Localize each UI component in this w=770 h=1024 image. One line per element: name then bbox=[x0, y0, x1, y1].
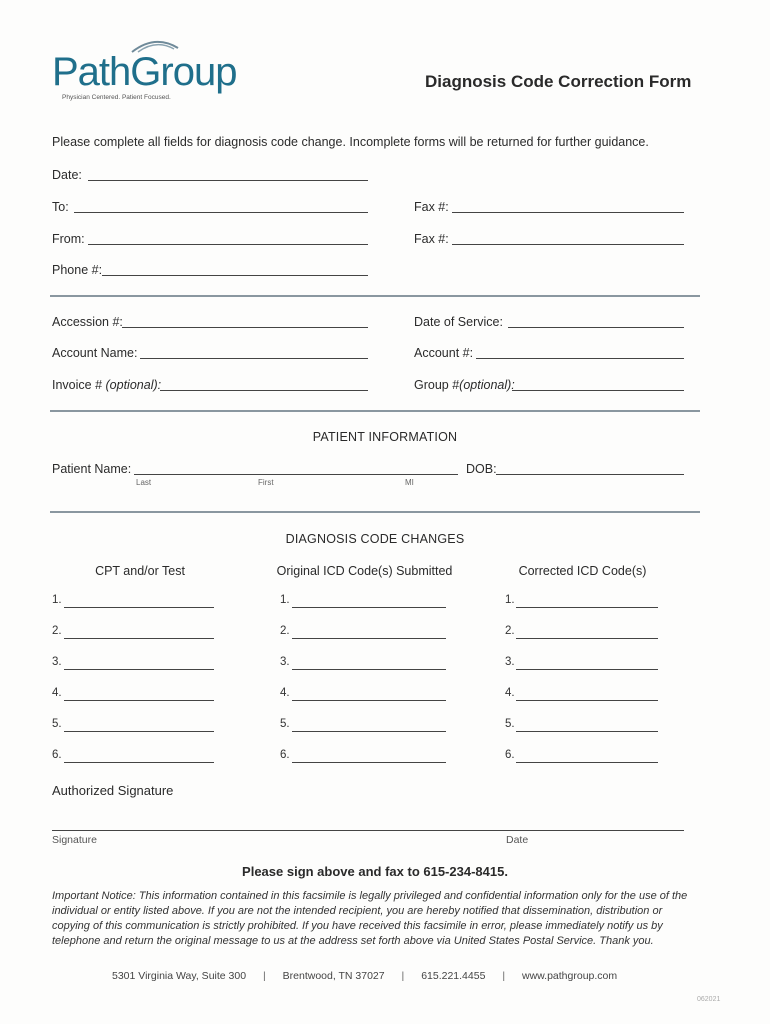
important-notice: Important Notice: This information contained in this facsimile is legally privileged and confidential information only for the use of the individual or entity listed above. If you are not the intended recipient, you are hereby notified that dissemination, distribution or copying of this communication is strictly prohibited. If you have received this facsimile in error, please immediately notify us by telephone and return the original message to us at the address set forth above via United States Postal Service. Thank you. bbox=[52, 890, 688, 947]
phone-label: Phone #: bbox=[52, 263, 103, 277]
original-row-number: 4. bbox=[280, 687, 290, 699]
cpt-row-number: 3. bbox=[52, 656, 62, 668]
diagnosis-section-title: DIAGNOSIS CODE CHANGES bbox=[285, 532, 465, 546]
fax-field-2[interactable] bbox=[452, 244, 684, 245]
invoice-label bbox=[52, 378, 161, 392]
date-field[interactable] bbox=[88, 180, 368, 181]
footer-separator-3: | bbox=[502, 970, 506, 982]
corrected-code-field[interactable] bbox=[516, 607, 658, 608]
date-of-service-field[interactable] bbox=[508, 327, 684, 328]
cpt-code-field[interactable] bbox=[64, 669, 214, 670]
group-optional: (optional): bbox=[459, 378, 515, 392]
original-row-number: 5. bbox=[280, 718, 290, 730]
to-label: To: bbox=[52, 200, 69, 214]
from-label: From: bbox=[52, 232, 85, 246]
footer-city: Brentwood, TN 37027 bbox=[282, 970, 385, 982]
divider-1 bbox=[50, 295, 700, 297]
corrected-row-number: 4. bbox=[505, 687, 515, 699]
instructions: Please complete all fields for diagnosis code change. Incomplete forms will be returned for further guidance. bbox=[52, 135, 649, 149]
mi-sublabel: MI bbox=[405, 478, 414, 487]
cpt-row-number: 2. bbox=[52, 625, 62, 637]
corrected-code-field[interactable] bbox=[516, 731, 658, 732]
corrected-row-number: 6. bbox=[505, 749, 515, 761]
footer-separator-2: | bbox=[401, 970, 405, 982]
account-number-label: Account #: bbox=[414, 346, 474, 360]
account-name-field[interactable] bbox=[140, 358, 368, 359]
to-field[interactable] bbox=[74, 212, 368, 213]
group-label bbox=[414, 378, 515, 392]
original-code-field[interactable] bbox=[292, 669, 446, 670]
fax-field-1[interactable] bbox=[452, 212, 684, 213]
col-header-original: Original ICD Code(s) Submitted bbox=[276, 564, 453, 578]
dob-label: DOB: bbox=[466, 462, 497, 476]
signature-label: Signature bbox=[52, 834, 97, 846]
logo-tagline: Physician Centered. Patient Focused. bbox=[62, 94, 171, 101]
date-sig-label: Date bbox=[506, 834, 529, 846]
original-row-number: 3. bbox=[280, 656, 290, 668]
accession-field[interactable] bbox=[122, 327, 368, 328]
footer-separator-1: | bbox=[262, 970, 266, 982]
corrected-code-field[interactable] bbox=[516, 762, 658, 763]
first-sublabel: First bbox=[258, 478, 274, 487]
corrected-row-number: 2. bbox=[505, 625, 515, 637]
cpt-code-field[interactable] bbox=[64, 731, 214, 732]
dob-field[interactable] bbox=[496, 474, 684, 475]
cpt-code-field[interactable] bbox=[64, 638, 214, 639]
patient-name-field[interactable] bbox=[134, 474, 458, 475]
original-code-field[interactable] bbox=[292, 731, 446, 732]
original-row-number: 1. bbox=[280, 594, 290, 606]
form-title: Diagnosis Code Correction Form bbox=[425, 72, 692, 91]
original-row-number: 2. bbox=[280, 625, 290, 637]
corrected-row-number: 3. bbox=[505, 656, 515, 668]
original-code-field[interactable] bbox=[292, 700, 446, 701]
cpt-row-number: 5. bbox=[52, 718, 62, 730]
fax-label-1: Fax #: bbox=[414, 200, 449, 214]
group-label-text: Group # bbox=[414, 378, 460, 392]
account-name-label: Account Name: bbox=[52, 346, 138, 360]
group-field[interactable] bbox=[512, 390, 684, 391]
invoice-label-text: Invoice # bbox=[52, 378, 103, 392]
patient-name-label: Patient Name: bbox=[52, 462, 132, 476]
footer bbox=[112, 970, 617, 982]
cpt-code-field[interactable] bbox=[64, 762, 214, 763]
original-code-field[interactable] bbox=[292, 638, 446, 639]
original-code-field[interactable] bbox=[292, 607, 446, 608]
cpt-code-field[interactable] bbox=[64, 700, 214, 701]
logo bbox=[52, 36, 242, 106]
date-of-service-label: Date of Service: bbox=[414, 315, 503, 329]
invoice-field[interactable] bbox=[160, 390, 368, 391]
last-sublabel: Last bbox=[136, 478, 152, 487]
cpt-code-field[interactable] bbox=[64, 607, 214, 608]
form-code: 062021 bbox=[697, 996, 721, 1003]
corrected-code-field[interactable] bbox=[516, 638, 658, 639]
logo-text: PathGroup bbox=[52, 50, 237, 94]
fax-instruction: Please sign above and fax to 615-234-8415. bbox=[242, 864, 508, 879]
original-row-number: 6. bbox=[280, 749, 290, 761]
accession-label: Accession #: bbox=[52, 315, 123, 329]
divider-3 bbox=[50, 511, 700, 513]
cpt-row-number: 4. bbox=[52, 687, 62, 699]
corrected-row-number: 1. bbox=[505, 594, 515, 606]
original-code-field[interactable] bbox=[292, 762, 446, 763]
corrected-code-field[interactable] bbox=[516, 700, 658, 701]
account-number-field[interactable] bbox=[476, 358, 684, 359]
fax-label-2: Fax #: bbox=[414, 232, 449, 246]
invoice-optional: (optional): bbox=[105, 378, 162, 392]
col-header-cpt: CPT and/or Test bbox=[95, 564, 185, 578]
patient-section-title: PATIENT INFORMATION bbox=[312, 430, 458, 444]
authorized-signature-heading: Authorized Signature bbox=[52, 783, 174, 798]
corrected-row-number: 5. bbox=[505, 718, 515, 730]
corrected-code-field[interactable] bbox=[516, 669, 658, 670]
phone-field[interactable] bbox=[102, 275, 368, 276]
footer-address: 5301 Virginia Way, Suite 300 bbox=[112, 970, 247, 982]
signature-field[interactable] bbox=[52, 830, 684, 831]
cpt-row-number: 6. bbox=[52, 749, 62, 761]
cpt-row-number: 1. bbox=[52, 594, 62, 606]
date-label: Date: bbox=[52, 168, 82, 182]
divider-2 bbox=[50, 410, 700, 412]
col-header-corrected: Corrected ICD Code(s) bbox=[518, 564, 647, 578]
footer-web: www.pathgroup.com bbox=[522, 970, 618, 982]
footer-phone: 615.221.4455 bbox=[421, 970, 486, 982]
from-field[interactable] bbox=[88, 244, 368, 245]
